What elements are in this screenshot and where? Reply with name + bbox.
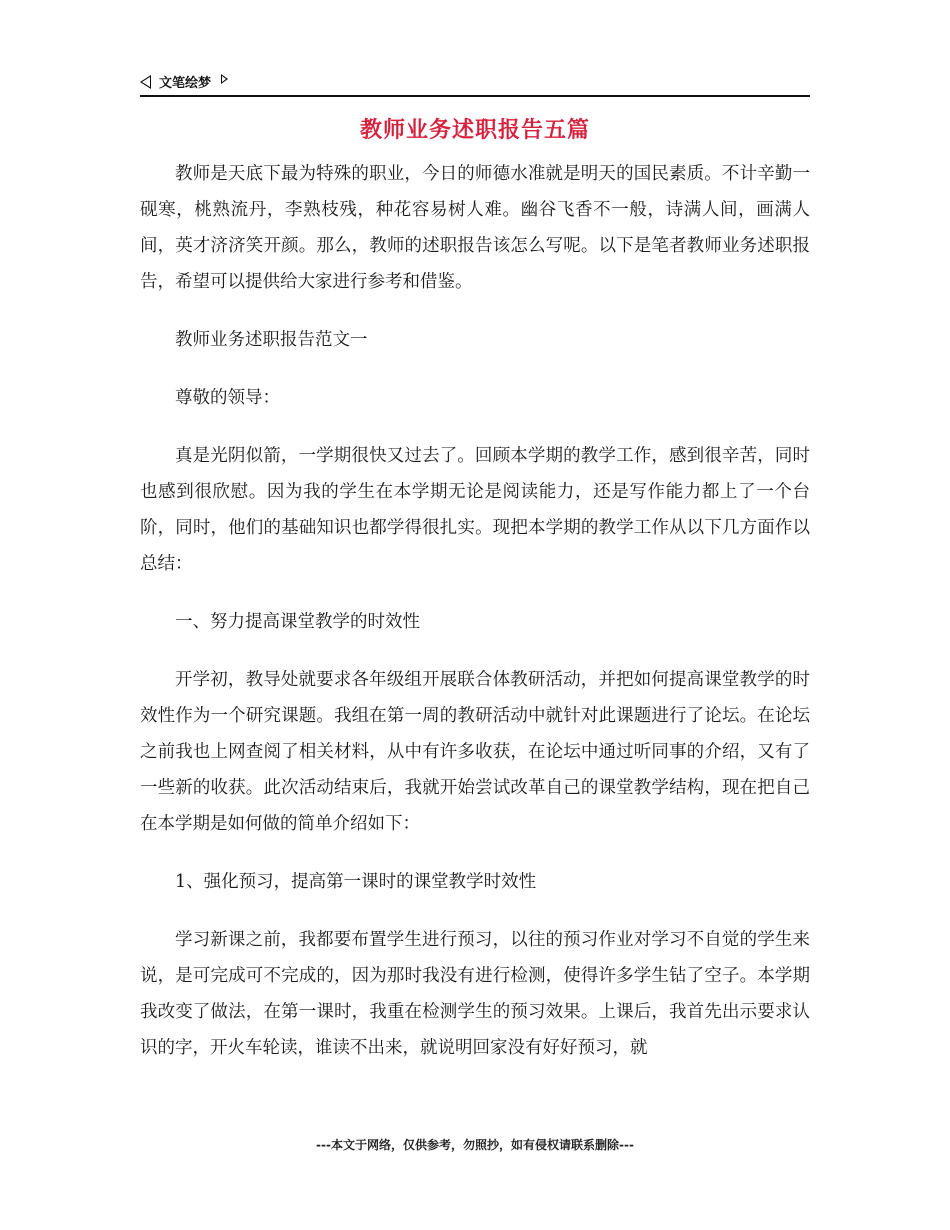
body-paragraph: 真是光阴似箭，一学期很快又过去了。回顾本学期的教学工作，感到很辛苦，同时也感到很欣慰。因为我的学生在本学期无论是阅读能力，还是写作能力都上了一个台阶，同时，他们的基础知识也都学得很扎实。现把本学期的教学工作从以下几方面作以总结： [140, 446, 810, 574]
triangle-right-icon [221, 74, 228, 84]
intro-paragraph: 教师是天底下最为特殊的职业，今日的师德水准就是明天的国民素质。不计辛勤一砚寒，桃熟流丹，李熟枝残，种花容易树人难。幽谷飞香不一般，诗满人间，画满人间，英才济济笑开颜。那么，教师的述职报告该怎么写呢。以下是笔者教师业务述职报告，希望可以提供给大家进行参考和借鉴。 [140, 164, 810, 292]
salutation: 尊敬的领导： [175, 388, 280, 408]
brand-logo [140, 72, 228, 91]
triangle-left-icon [140, 75, 151, 89]
subsection-heading: 1、强化预习，提高第一课时的课堂教学时效性 [175, 872, 537, 892]
page-footer: ---本文于网络，仅供参考，勿照抄，如有侵权请联系删除--- [316, 1138, 634, 1152]
brand-name: 文笔绘梦 [159, 76, 212, 91]
section-heading: 教师业务述职报告范文一 [175, 330, 368, 350]
body-paragraph: 学习新课之前，我都要布置学生进行预习，以往的预习作业对学习不自觉的学生来说，是可完成可不完成的，因为那时我没有进行检测，使得许多学生钻了空子。本学期我改变了做法，在第一课时，我重在检测学生的预习效果。上课后，我首先出示要求认识的字，开火车轮读，谁读不出来，就说明回家没有好好预习，就 [140, 930, 810, 1058]
page-header [140, 72, 810, 96]
document-title: 教师业务述职报告五篇 [359, 118, 590, 143]
document-body [140, 156, 810, 1088]
body-paragraph: 开学初，教导处就要求各年级组开展联合体教研活动，并把如何提高课堂教学的时效性作为一个研究课题。我组在第一周的教研活动中就针对此课题进行了论坛。在论坛之前我也上网查阅了相关材料，从中有许多收获，在论坛中通过听同事的介绍，又有了一些新的收获。此次活动结束后，我就开始尝试改革自己的课堂教学结构，现在把自己在本学期是如何做的简单介绍如下： [140, 670, 810, 834]
header-divider [140, 95, 810, 97]
section-heading: 一、努力提高课堂教学的时效性 [175, 612, 420, 632]
